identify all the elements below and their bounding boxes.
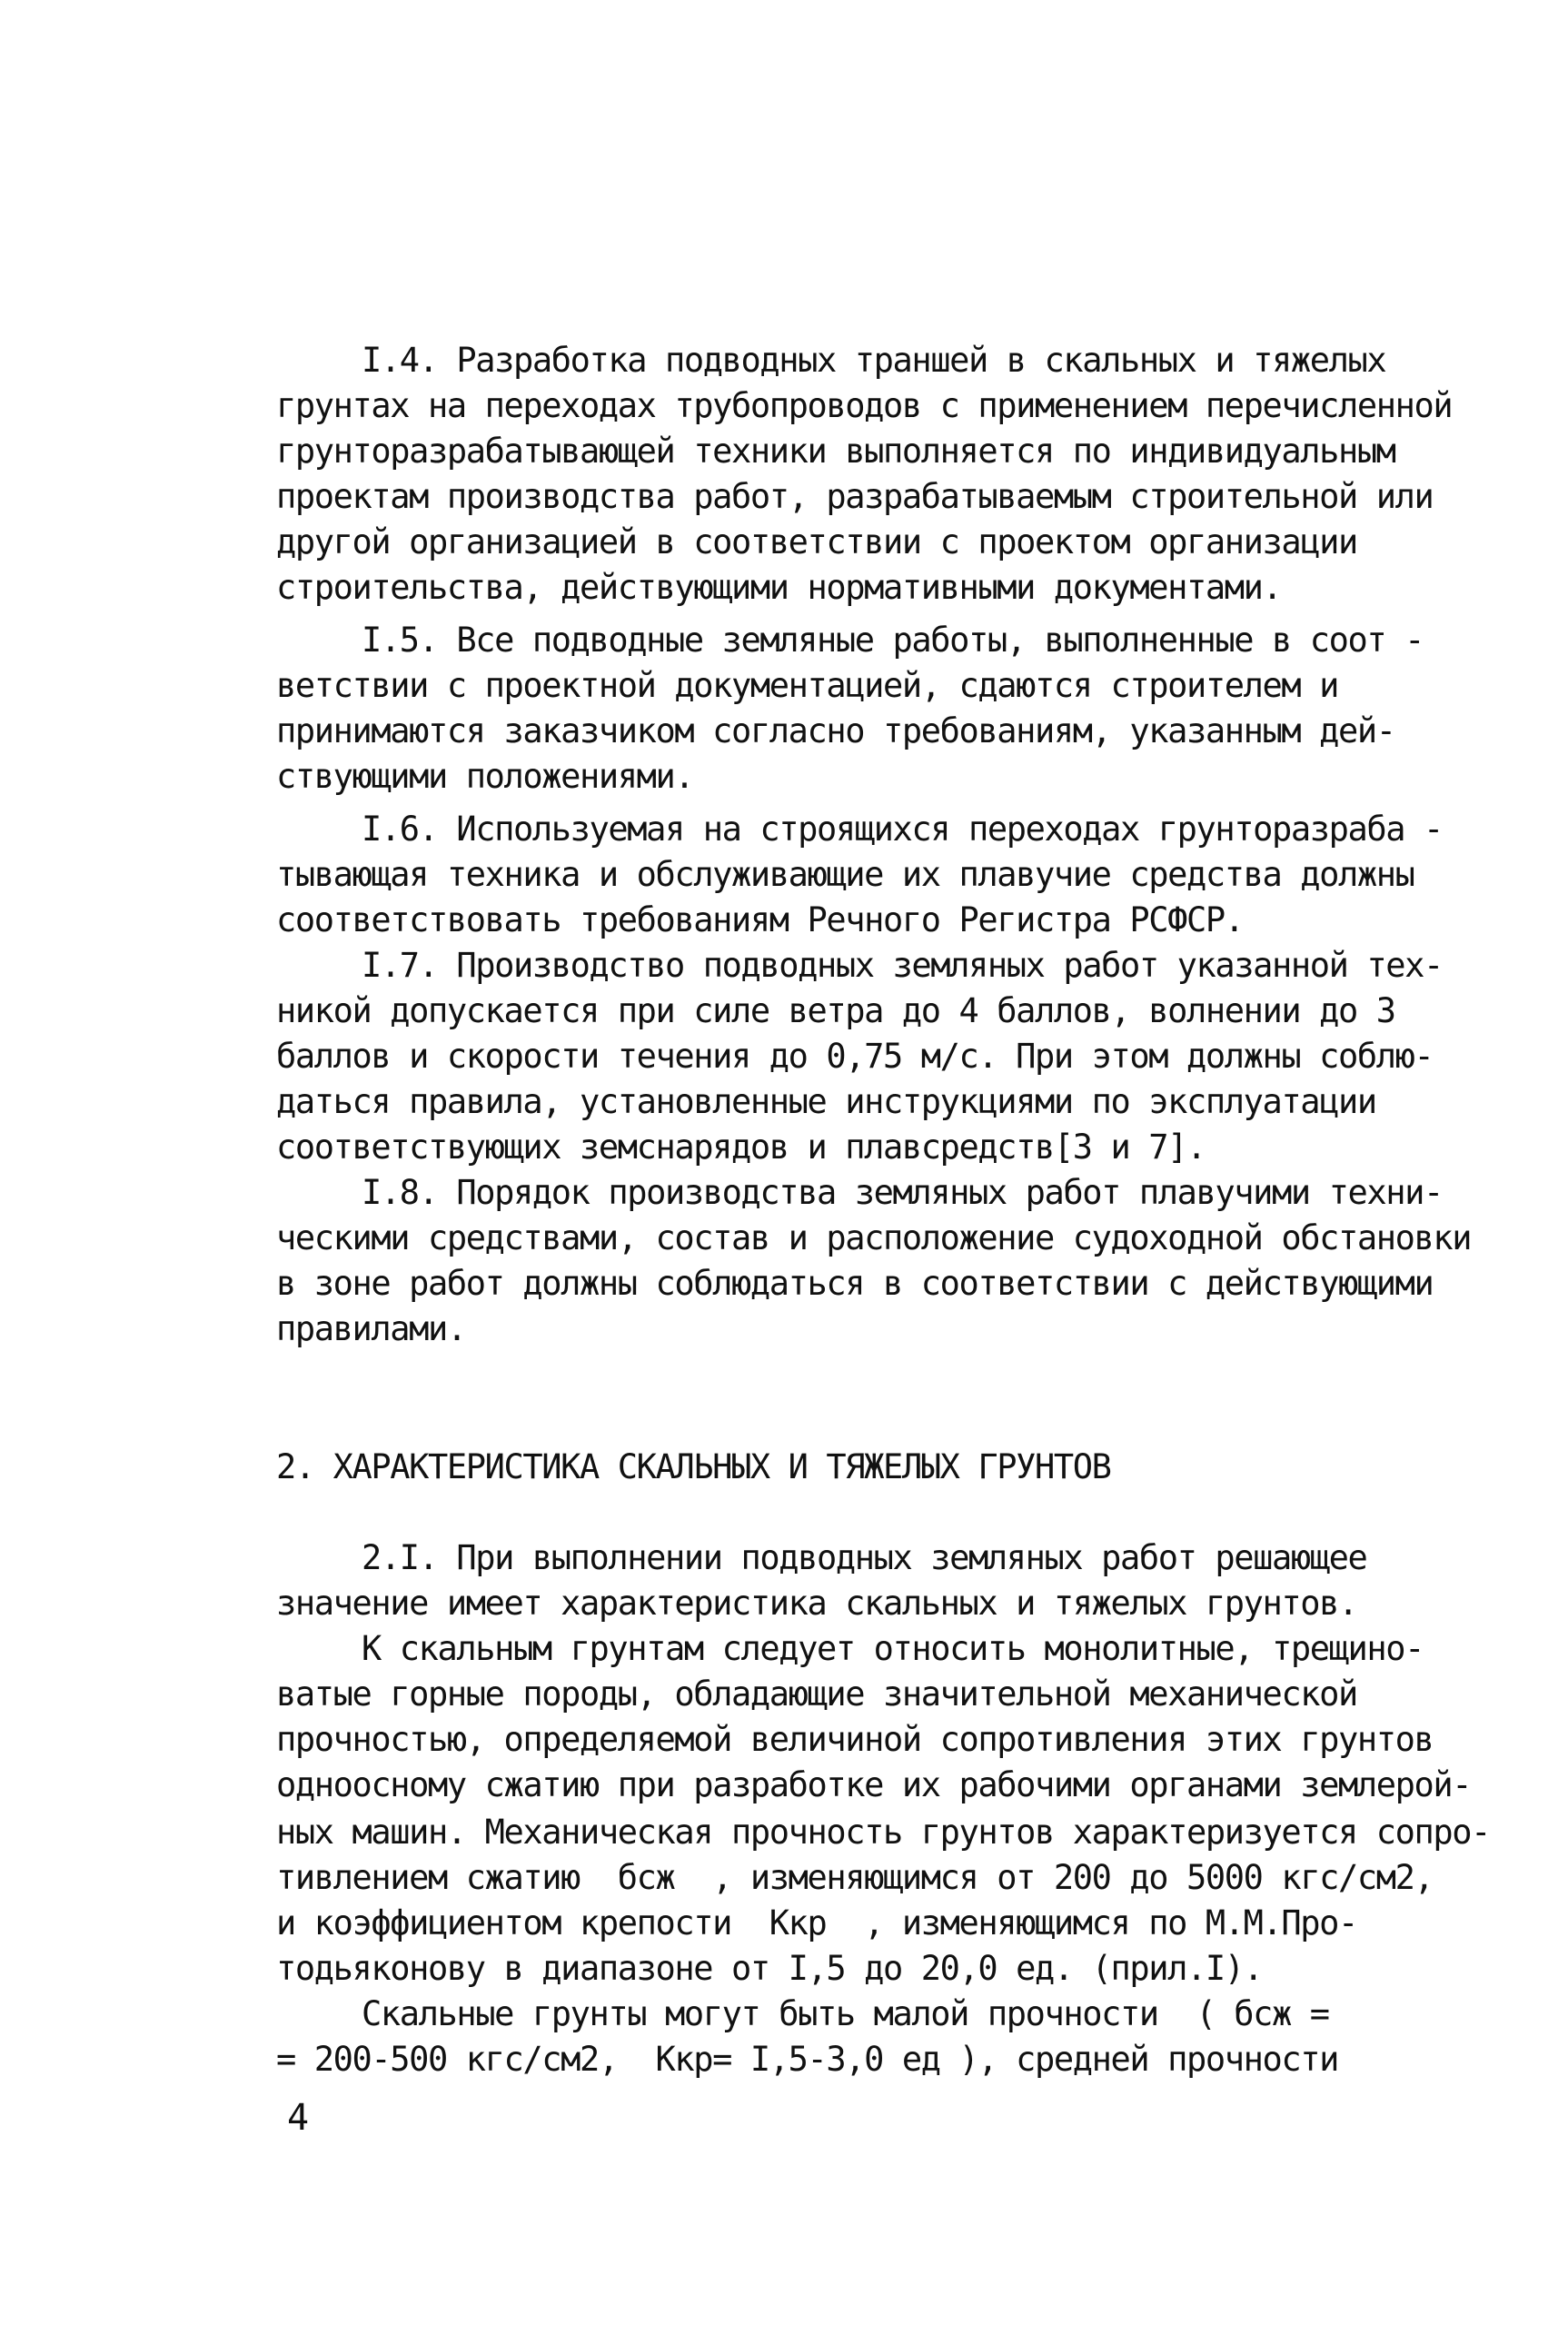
text-line: в зоне работ должны соблюдаться в соответствии с действующими [276,1264,1434,1303]
text-line: тодьяконову в диапазоне от I,5 до 20,0 ед. (прил.I). [276,1949,1263,1988]
text-line: одноосному сжатию при разработке их рабочими органами землерой- [276,1765,1472,1804]
text-line: прочностью, определяемой величиной сопротивления этих грунтов [276,1720,1434,1759]
text-line: другой организацией в соответствии с проектом организации [276,522,1357,561]
text-line: и коэффициентом крепости Ккр , изменяющимся по М.М.Про- [276,1903,1357,1943]
text-line: I.6. Используемая на строящихся переходах грунтоpазраба - [362,810,1443,849]
text-line: К скальным грунтам следует относить монолитные, трещино- [362,1629,1424,1668]
text-line: ческими средствами, состав и расположение судоходной обстановки [276,1218,1472,1257]
text-line: баллов и скорости течения до 0,75 м/с. При этом должны соблю- [276,1037,1434,1076]
text-line: ветствии с проектной документацией, сдаются строителем и [276,666,1339,705]
text-line: соответствующих земснарядов и плавсредств[3 и 7]. [276,1128,1206,1167]
text-line: тывающая техника и обслуживающие их плавучие средства должны [276,855,1414,894]
text-line: ных машин. Механическая прочность грунтов характеризуется сопро- [276,1813,1491,1852]
text-line: никой допускается при силе ветра до 4 баллов, волнении до 3 [276,991,1395,1030]
text-line: строительства, действующими нормативными документами. [276,568,1282,607]
text-line: значение имеет характеристика скальных и тяжелых грунтов. [276,1584,1357,1623]
text-line: грунтах на переходах трубопроводов с применением перечисленной [276,386,1453,425]
text-line: принимаются заказчиком согласно требованиям, указанным дей- [276,711,1395,750]
page-number: 4 [287,2097,310,2139]
text-line: I.4. Разработка подводных траншей в скальных и тяжелых [362,341,1386,380]
text-line: I.5. Все подводные земляные работы, выполненные в соот - [362,621,1424,660]
text-line: тивлением сжатию бсж , изменяющимся от 200 до 5000 кгс/см2, [276,1858,1434,1897]
text-line: проектам производства работ, разрабатываемым строительной или [276,477,1434,516]
text-line: соответствовать требованиям Речного Регистра РСФСР. [276,900,1244,939]
text-line: = 200-500 кгс/см2, Ккр= I,5-3,0 ед ), средней прочности [276,2040,1339,2079]
section-heading: 2. ХАРАКТЕРИСТИКА СКАЛЬНЫХ И ТЯЖЕЛЫХ ГРУНТОВ [276,1447,1111,1486]
text-line: I.8. Порядок производства земляных работ плавучими техни- [362,1173,1443,1212]
text-line: даться правила, установленные инструкциями по эксплуатации [276,1082,1376,1121]
text-line: грунторазрабатывающей техники выполняется по индивидуальным [276,432,1395,471]
text-line: правилами. [276,1309,466,1348]
text-line: ствующими положениями. [276,757,694,796]
text-line: Скальные грунты могут быть малой прочности ( бсж = [362,1994,1329,2033]
text-line: I.7. Производство подводных земляных работ указанной тех- [362,946,1443,985]
text-line: ватые горные породы, обладающие значительной механической [276,1674,1357,1714]
text-line: 2.I. При выполнении подводных земляных работ решающее [362,1538,1367,1577]
